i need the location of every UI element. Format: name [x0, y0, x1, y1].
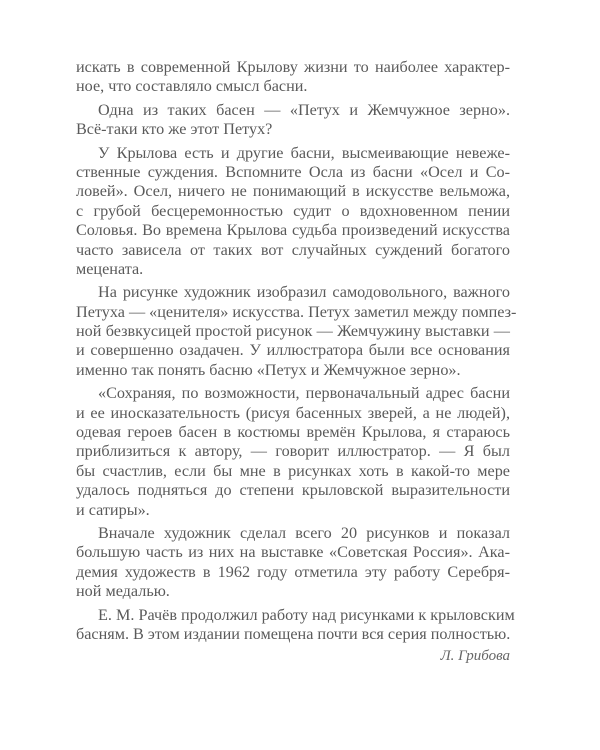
text-line: удалось подняться до степени крыловской выразительности	[76, 481, 510, 500]
text-line: Всё-таки кто же этот Петух?	[76, 120, 273, 139]
text-line: и совершенно озадачен. У иллюстратора были все основания	[76, 341, 510, 360]
paragraph	[76, 58, 510, 97]
article-text	[76, 58, 517, 648]
text-line: часто зависела от таких вот случайных суждений богатого	[76, 240, 510, 259]
text-line: именно так понять басню «Петух и Жемчужное зерно».	[76, 360, 461, 379]
text-line: демия художеств в 1962 году отметила эту работу Серебря-	[76, 562, 510, 581]
paragraph	[76, 283, 517, 380]
text-line: На рисунке художник изобразил самодовольного, важного	[98, 283, 510, 302]
paragraph	[76, 144, 510, 280]
text-line: Одна из таких басен — «Петух и Жемчужное зерно».	[98, 100, 510, 119]
text-line: Вначале художник сделал всего 20 рисунков и показал	[98, 523, 510, 542]
text-line: ной безвкусицей простой рисунок — Жемчужину выставки —	[76, 322, 510, 341]
text-line: и сатиры».	[76, 500, 150, 519]
paragraph	[76, 524, 510, 602]
text-line: Петуха — «ценителя» искусства. Петух заметил между помпез-	[76, 302, 517, 321]
text-line: бы счастлив, если бы мне в рисунках хоть в какой-то мере	[76, 461, 510, 480]
author-signature: Л. Грибова	[440, 648, 510, 664]
text-line: искать в современной Крылову жизни то наиболее характер-	[76, 58, 510, 76]
text-line: ственные суждения. Вспомните Осла из басни «Осел и Со-	[76, 162, 510, 181]
text-line: приблизиться к автору, — говорит иллюстратор. — Я был	[76, 442, 510, 461]
text-line: «Сохраняя, по возможности, первоначальный адрес басни	[98, 384, 510, 403]
text-line: с грубой бесцеремонностью судит о вдохновенном пении	[76, 201, 510, 220]
paragraph	[76, 384, 510, 520]
text-line: ловей». Осел, ничего не понимающий в искусстве вельможа,	[76, 182, 510, 201]
text-line: большую часть из них на выставке «Советская Россия». Ака-	[76, 543, 510, 562]
text-line: Е. М. Рачёв продолжил работу над рисунками к крыловским	[98, 605, 515, 624]
paragraph	[76, 101, 510, 140]
text-line: У Крылова есть и другие басни, высмеивающие невеже-	[98, 143, 510, 162]
text-line: одевая героев басен в костюмы времён Крылова, я стараюсь	[76, 423, 510, 442]
text-line: ное, что составляло смысл басни.	[76, 77, 308, 96]
text-line: мецената.	[76, 259, 144, 278]
text-line: басням. В этом издании помещена почти вся серия полностью.	[76, 624, 511, 643]
paragraph	[76, 605, 515, 645]
text-line: и ее иносказательность (рисуя басенных зверей, а не людей),	[76, 403, 510, 422]
text-line: ной медалью.	[76, 582, 170, 601]
text-line: Соловья. Во времена Крылова судьба произведений искусства	[76, 221, 510, 240]
